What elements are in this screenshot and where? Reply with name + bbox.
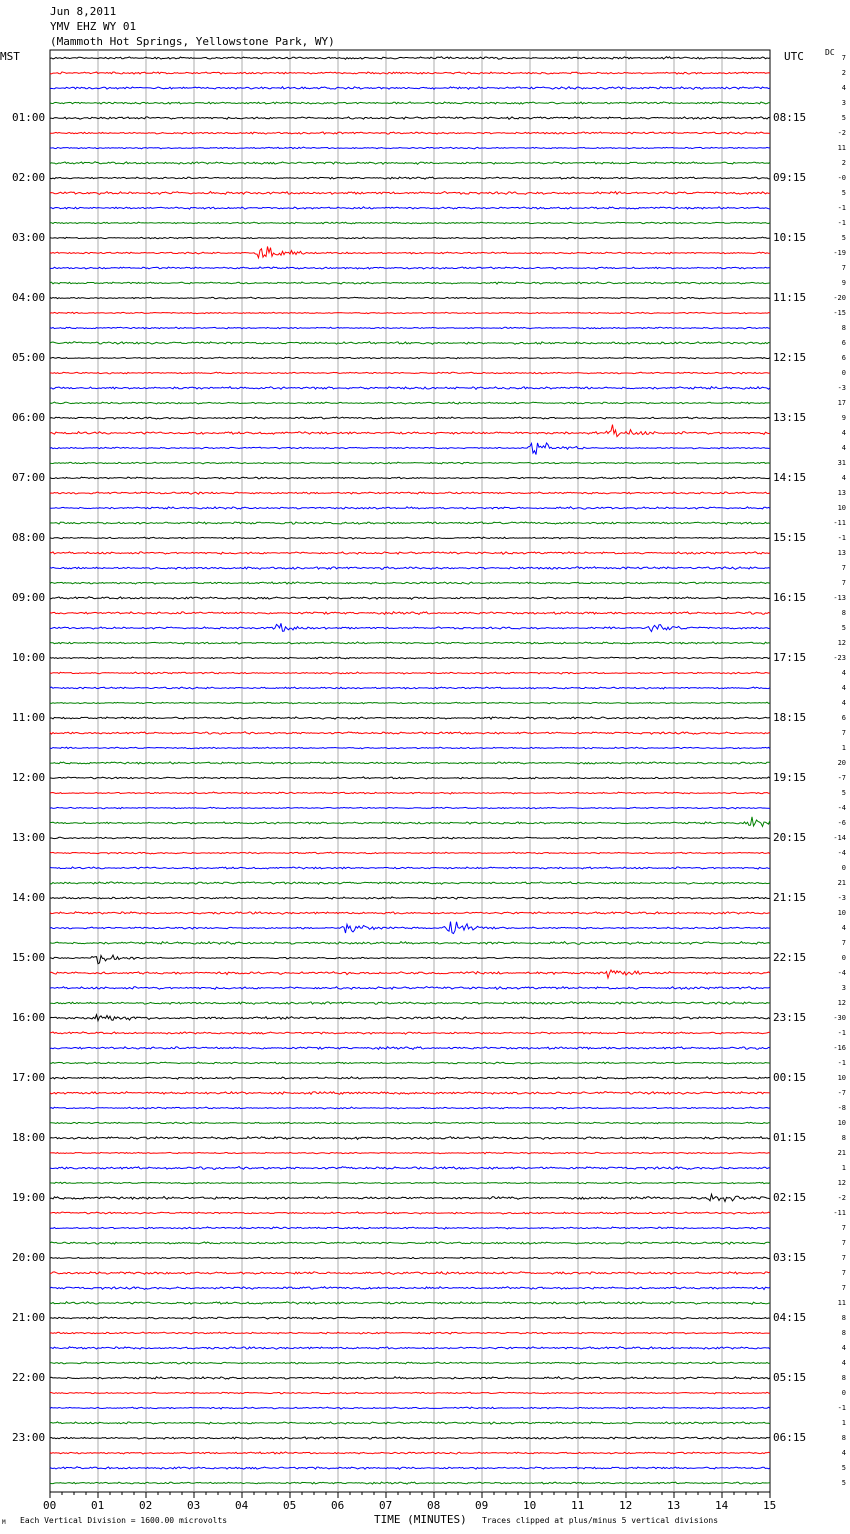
dc-offset-label: 6 [841, 354, 846, 362]
right-hour-label: 03:15 [773, 1251, 807, 1264]
trace-line [50, 102, 770, 104]
trace-line [50, 1452, 770, 1454]
trace-line [50, 462, 770, 464]
left-hour-label: 12:00 [12, 771, 46, 784]
trace-line [50, 247, 770, 258]
trace-line [50, 267, 770, 269]
trace-line [50, 522, 770, 525]
left-hour-label: 17:00 [12, 1071, 46, 1084]
dc-offset-label: 0 [841, 1389, 846, 1397]
trace-line [50, 1377, 770, 1379]
dc-offset-label: -16 [833, 1044, 846, 1052]
dc-offset-label: -6 [837, 819, 846, 827]
trace-line [50, 1467, 770, 1470]
dc-offset-label: 7 [841, 564, 846, 572]
trace-line [50, 792, 770, 794]
trace-line [50, 1077, 770, 1079]
x-tick-label: 00 [43, 1499, 57, 1512]
trace-line [50, 57, 770, 60]
dc-offset-label: 8 [841, 1374, 846, 1382]
dc-offset-label: -2 [837, 1194, 846, 1202]
trace-line [50, 1182, 770, 1184]
trace-line [50, 327, 770, 329]
dc-offset-label: 4 [841, 1359, 846, 1367]
dc-offset-label: 12 [837, 1179, 846, 1187]
dc-offset-label: -7 [837, 1089, 846, 1097]
dc-offset-label: -1 [837, 534, 846, 542]
x-tick-label: 08 [427, 1499, 441, 1512]
dc-offset-label: -7 [837, 774, 846, 782]
dc-offset-label: 9 [841, 414, 846, 422]
left-hour-label: 10:00 [12, 651, 46, 664]
left-hour-label: 19:00 [12, 1191, 46, 1204]
trace-line [50, 1362, 770, 1364]
dc-offset-label: 8 [841, 1314, 846, 1322]
trace-line [50, 642, 770, 644]
dc-offset-label: 17 [837, 399, 846, 407]
dc-offset-label: -3 [837, 894, 846, 902]
dc-offset-label: 20 [837, 759, 846, 767]
right-hour-label: 14:15 [773, 471, 807, 484]
trace-line [50, 687, 770, 689]
dc-offset-label: 5 [841, 234, 846, 242]
right-hour-label: 04:15 [773, 1311, 807, 1324]
dc-offset-label: 13 [837, 489, 846, 497]
trace-line [50, 807, 770, 809]
dc-offset-label: -20 [833, 294, 846, 302]
dc-offset-label: -1 [837, 1404, 846, 1412]
trace-line [50, 147, 770, 149]
trace-line [50, 612, 770, 615]
trace-line [50, 955, 770, 964]
trace-line [50, 762, 770, 764]
x-tick-label: 10 [523, 1499, 537, 1512]
trace-line [50, 342, 770, 345]
trace-line [50, 732, 770, 735]
trace-line [50, 1122, 770, 1124]
trace-line [50, 117, 770, 120]
dc-offset-label: -11 [833, 1209, 846, 1217]
dc-offset-label: 0 [841, 954, 846, 962]
trace-line [50, 87, 770, 90]
station-code: YMV EHZ WY 01 [50, 20, 137, 33]
dc-offset-label: 21 [837, 1149, 846, 1157]
trace-line [50, 897, 770, 899]
x-tick-label: 11 [571, 1499, 585, 1512]
mst-label: MST [0, 50, 20, 63]
dc-offset-label: 9 [841, 279, 846, 287]
trace-line [50, 507, 770, 509]
trace-line [50, 1167, 770, 1170]
dc-offset-label: 7 [841, 1254, 846, 1262]
x-tick-label: 09 [475, 1499, 489, 1512]
left-hour-label: 07:00 [12, 471, 46, 484]
dc-offset-label: 1 [841, 744, 846, 752]
trace-line [50, 1407, 770, 1409]
dc-offset-label: 4 [841, 1449, 846, 1457]
dc-offset-label: 6 [841, 339, 846, 347]
trace-line [50, 207, 770, 209]
trace-line [50, 387, 770, 390]
trace-line [50, 477, 770, 479]
left-hour-label: 03:00 [12, 231, 46, 244]
dc-offset-label: 21 [837, 879, 846, 887]
right-hour-label: 22:15 [773, 951, 807, 964]
trace-line [50, 852, 770, 854]
dc-offset-label: 7 [841, 1224, 846, 1232]
dc-offset-label: 4 [841, 429, 846, 437]
trace-line [50, 297, 770, 299]
dc-offset-label: 1 [841, 1164, 846, 1172]
left-hour-label: 18:00 [12, 1131, 46, 1144]
trace-line [50, 72, 770, 74]
footer-mark: M [2, 1519, 6, 1526]
dc-offset-label: 8 [841, 1134, 846, 1142]
trace-line [50, 987, 770, 990]
dc-offset-label: 5 [841, 624, 846, 632]
trace-line [50, 1272, 770, 1275]
dc-offset-label: 7 [841, 729, 846, 737]
dc-offset-label: -1 [837, 1029, 846, 1037]
trace-line [50, 402, 770, 404]
trace-line [50, 1227, 770, 1229]
dc-offset-label: -1 [837, 219, 846, 227]
dc-offset-label: -3 [837, 384, 846, 392]
dc-offset-label: 5 [841, 114, 846, 122]
trace-line [50, 867, 770, 869]
right-hour-label: 13:15 [773, 411, 807, 424]
left-hour-label: 08:00 [12, 531, 46, 544]
clip-note: Traces clipped at plus/minus 5 vertical divisions [482, 1516, 719, 1525]
trace-line [50, 492, 770, 494]
trace-line [50, 1194, 770, 1201]
trace-line [50, 312, 770, 314]
trace-line [50, 1332, 770, 1334]
dc-offset-label: 11 [837, 1299, 846, 1307]
trace-line [50, 282, 770, 284]
trace-line [50, 1032, 770, 1034]
trace-line [50, 1302, 770, 1305]
plot-date: Jun 8,2011 [50, 5, 117, 18]
right-hour-label: 02:15 [773, 1191, 807, 1204]
right-hour-label: 15:15 [773, 531, 807, 544]
left-hour-label: 04:00 [12, 291, 46, 304]
x-tick-label: 04 [235, 1499, 249, 1512]
trace-line [50, 882, 770, 884]
right-hour-label: 21:15 [773, 891, 807, 904]
dc-offset-label: 1 [841, 1419, 846, 1427]
dc-offset-label: 4 [841, 684, 846, 692]
trace-line [50, 132, 770, 134]
left-hour-label: 20:00 [12, 1251, 46, 1264]
trace-line [50, 1062, 770, 1064]
trace-line [50, 672, 770, 674]
dc-offset-label: -1 [837, 204, 846, 212]
trace-line [50, 425, 770, 437]
trace-line [50, 237, 770, 239]
dc-offset-label: 8 [841, 1329, 846, 1337]
trace-line [50, 817, 770, 827]
trace-line [50, 1482, 770, 1484]
trace-line [50, 372, 770, 374]
left-hour-label: 23:00 [12, 1431, 46, 1444]
trace-line [50, 747, 770, 749]
trace-line [50, 582, 770, 584]
dc-offset-label: 4 [841, 84, 846, 92]
x-axis-title: TIME (MINUTES) [374, 1513, 467, 1526]
right-hour-label: 23:15 [773, 1011, 807, 1024]
trace-line [50, 942, 770, 945]
right-hour-label: 06:15 [773, 1431, 807, 1444]
trace-line [50, 417, 770, 419]
left-hour-label: 06:00 [12, 411, 46, 424]
dc-offset-label: 4 [841, 474, 846, 482]
dc-offset-label: 7 [841, 1239, 846, 1247]
trace-line [50, 1317, 770, 1319]
dc-offset-label: -15 [833, 309, 846, 317]
trace-line [50, 177, 770, 179]
trace-line [50, 162, 770, 165]
dc-offset-label: 3 [841, 99, 846, 107]
dc-offset-label: 10 [837, 1119, 846, 1127]
x-tick-label: 12 [619, 1499, 633, 1512]
dc-offset-label: -1 [837, 1059, 846, 1067]
trace-line [50, 1002, 770, 1005]
x-tick-label: 13 [667, 1499, 681, 1512]
trace-line [50, 912, 770, 915]
plot-frame [50, 50, 770, 1492]
right-hour-label: 18:15 [773, 711, 807, 724]
right-hour-label: 17:15 [773, 651, 807, 664]
trace-line [50, 357, 770, 359]
dc-offset-label: 8 [841, 609, 846, 617]
trace-line [50, 623, 770, 631]
right-hour-label: 10:15 [773, 231, 807, 244]
utc-label: UTC [784, 50, 804, 63]
left-hour-label: 11:00 [12, 711, 46, 724]
trace-line [50, 657, 770, 659]
x-tick-label: 03 [187, 1499, 201, 1512]
dc-offset-label: -11 [833, 519, 846, 527]
dc-offset-label: 7 [841, 579, 846, 587]
trace-line [50, 922, 770, 934]
trace-line [50, 1392, 770, 1394]
right-hour-label: 20:15 [773, 831, 807, 844]
left-hour-label: 22:00 [12, 1371, 46, 1384]
dc-offset-label: 8 [841, 324, 846, 332]
dc-offset-label: 10 [837, 1074, 846, 1082]
left-hour-label: 16:00 [12, 1011, 46, 1024]
dc-offset-label: 6 [841, 714, 846, 722]
scale-note: Each Vertical Division = 1600.00 microvolts [20, 1516, 228, 1525]
dc-offset-label: 3 [841, 984, 846, 992]
dc-offset-label: -2 [837, 129, 846, 137]
trace-line [50, 222, 770, 224]
right-hour-label: 00:15 [773, 1071, 807, 1084]
trace-line [50, 1242, 770, 1244]
dc-offset-label: 7 [841, 939, 846, 947]
dc-offset-label: 4 [841, 1344, 846, 1352]
x-tick-label: 07 [379, 1499, 393, 1512]
dc-offset-label: 7 [841, 1284, 846, 1292]
trace-line [50, 1047, 770, 1050]
trace-line [50, 1257, 770, 1259]
dc-offset-label: 12 [837, 999, 846, 1007]
right-hour-label: 11:15 [773, 291, 807, 304]
left-hour-label: 15:00 [12, 951, 46, 964]
x-tick-label: 01 [91, 1499, 105, 1512]
trace-line [50, 717, 770, 719]
trace-line [50, 1015, 770, 1021]
trace-line [50, 597, 770, 600]
dc-offset-label: -14 [833, 834, 846, 842]
x-tick-label: 06 [331, 1499, 345, 1512]
dc-offset-label: -13 [833, 594, 846, 602]
dc-offset-label: 12 [837, 639, 846, 647]
dc-offset-label: 0 [841, 864, 846, 872]
dc-offset-label: 5 [841, 1464, 846, 1472]
dc-offset-label: 5 [841, 189, 846, 197]
dc-offset-label: -4 [837, 969, 846, 977]
dc-offset-label: 4 [841, 924, 846, 932]
right-hour-label: 12:15 [773, 351, 807, 364]
trace-line [50, 1107, 770, 1109]
trace-line [50, 777, 770, 779]
trace-line [50, 1152, 770, 1154]
trace-line [50, 1137, 770, 1140]
left-hour-label: 01:00 [12, 111, 46, 124]
left-hour-label: 13:00 [12, 831, 46, 844]
left-hour-label: 09:00 [12, 591, 46, 604]
dc-offset-label: -30 [833, 1014, 846, 1022]
left-hour-label: 02:00 [12, 171, 46, 184]
left-hour-label: 14:00 [12, 891, 46, 904]
dc-offset-label: 4 [841, 699, 846, 707]
dc-offset-label: 5 [841, 789, 846, 797]
dc-offset-label: -0 [837, 174, 846, 182]
x-tick-label: 05 [283, 1499, 297, 1512]
trace-line [50, 970, 770, 978]
dc-offset-label: 4 [841, 669, 846, 677]
left-hour-label: 05:00 [12, 351, 46, 364]
dc-offset-label: 31 [837, 459, 846, 467]
left-hour-label: 21:00 [12, 1311, 46, 1324]
trace-line [50, 837, 770, 839]
trace-line [50, 1287, 770, 1290]
right-hour-label: 09:15 [773, 171, 807, 184]
dc-offset-label: 7 [841, 54, 846, 62]
trace-line [50, 443, 770, 455]
station-location: (Mammoth Hot Springs, Yellowstone Park, WY) [50, 35, 335, 48]
trace-line [50, 1092, 770, 1095]
dc-offset-label: 7 [841, 1269, 846, 1277]
dc-offset-label: 5 [841, 1479, 846, 1487]
right-hour-label: 05:15 [773, 1371, 807, 1384]
right-hour-label: 16:15 [773, 591, 807, 604]
dc-offset-label: 13 [837, 549, 846, 557]
dc-offset-label: 7 [841, 264, 846, 272]
dc-offset-label: -23 [833, 654, 846, 662]
dc-offset-label: 10 [837, 504, 846, 512]
dc-offset-label: -4 [837, 849, 846, 857]
trace-line [50, 702, 770, 704]
dc-offset-label: 11 [837, 144, 846, 152]
dc-offset-label: 4 [841, 444, 846, 452]
trace-line [50, 192, 770, 195]
dc-offset-label: 0 [841, 369, 846, 377]
trace-line [50, 1422, 770, 1424]
x-tick-label: 02 [139, 1499, 153, 1512]
dc-offset-label: 10 [837, 909, 846, 917]
right-hour-label: 01:15 [773, 1131, 807, 1144]
trace-line [50, 537, 770, 539]
dc-offset-label: -4 [837, 804, 846, 812]
trace-line [50, 1437, 770, 1439]
dc-offset-label: 2 [841, 159, 846, 167]
trace-line [50, 567, 770, 570]
trace-line [50, 552, 770, 555]
dc-label: DC [825, 48, 835, 57]
right-hour-label: 08:15 [773, 111, 807, 124]
dc-offset-label: -19 [833, 249, 846, 257]
dc-offset-label: -8 [837, 1104, 846, 1112]
x-tick-label: 15 [763, 1499, 777, 1512]
trace-line [50, 1212, 770, 1214]
right-hour-label: 19:15 [773, 771, 807, 784]
x-tick-label: 14 [715, 1499, 729, 1512]
dc-offset-label: 2 [841, 69, 846, 77]
trace-line [50, 1347, 770, 1350]
dc-offset-label: 8 [841, 1434, 846, 1442]
